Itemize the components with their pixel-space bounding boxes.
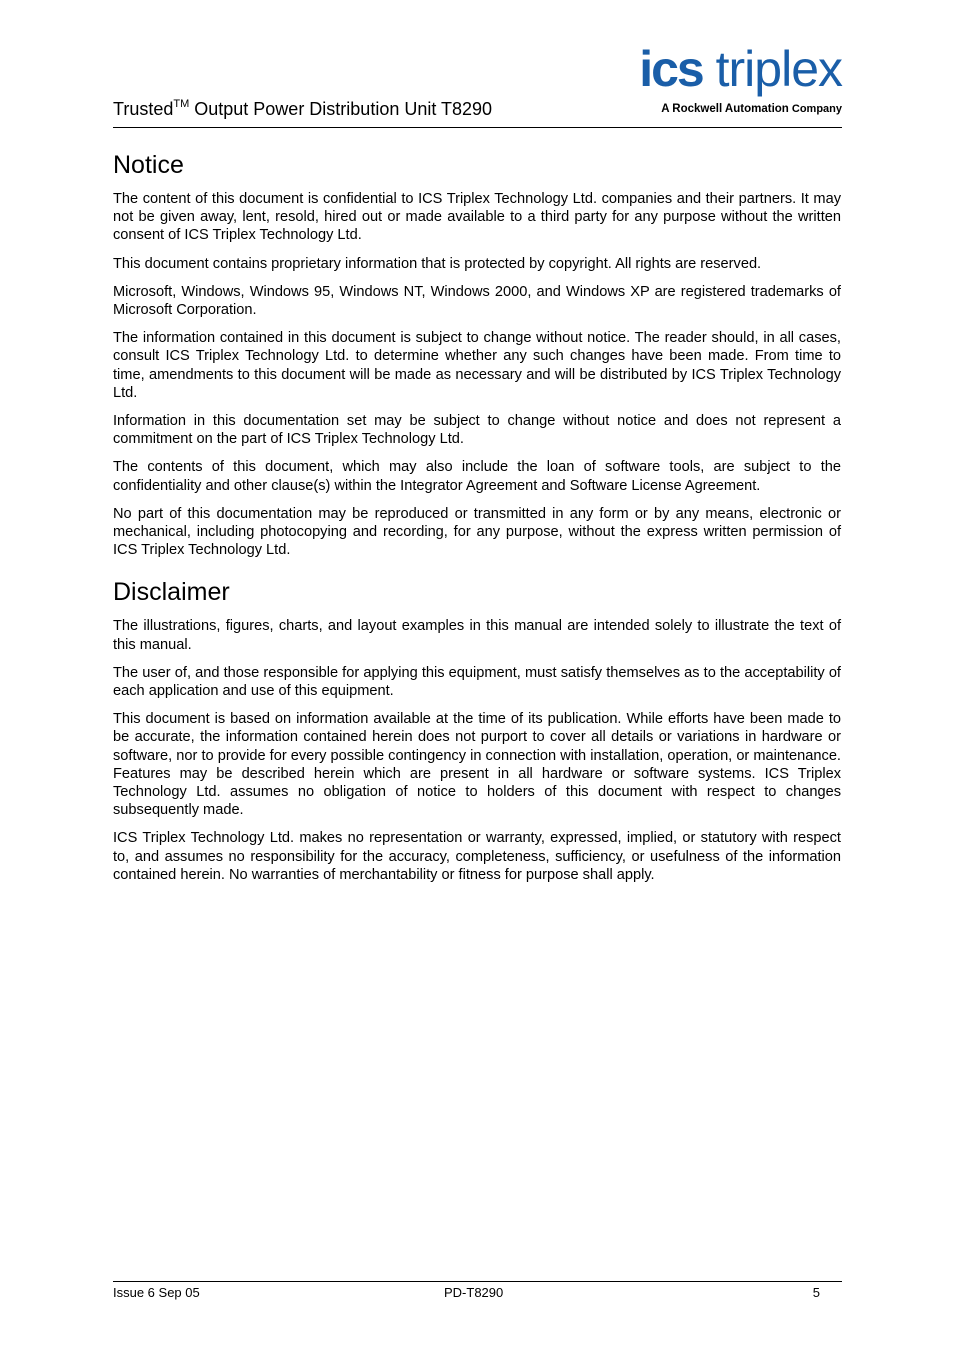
disclaimer-paragraph: The illustrations, figures, charts, and layout examples in this manual are intended solely to illustrate the text of this manual. [113,618,841,653]
page-footer [113,1281,842,1300]
notice-paragraph: Microsoft, Windows, Windows 95, Windows NT, Windows 2000, and Windows XP are registered trademarks of Microsoft Corporation. [113,283,841,319]
footer-page-number: 5 [812,1285,820,1300]
title-trusted: Trusted [113,99,174,119]
logo-tagline [661,103,842,115]
disclaimer-heading: Disclaimer [113,578,230,607]
logo-triplex: triplex [702,41,842,97]
company-logo [610,42,842,118]
notice-paragraph: No part of this documentation may be reproduced or transmitted in any form or by any means, electronic or mechanical, including photocopying and recording, for any purpose, without the express written permission of ICS Triplex Technology Ltd. [113,505,841,559]
notice-heading: Notice [113,151,184,179]
notice-paragraph: This document contains proprietary information that is protected by copyright. All rights are reserved. [113,255,762,272]
footer-issue: Issue 6 Sep 05 [113,1285,200,1300]
notice-paragraph: The content of this document is confidential to ICS Triplex Technology Ltd. companies and their partners. It may not be given away, lent, resold, hired out or made available to a third party for any purpose without the written consent of ICS Triplex Technology Ltd. [113,191,841,244]
page-body [113,148,841,894]
footer-doc-id: PD-T8290 [444,1285,504,1300]
logo-ics: ics [639,41,703,97]
trademark-superscript: TM [173,98,190,110]
disclaimer-paragraph: ICS Triplex Technology Ltd. makes no representation or warranty, expressed, implied, or statutory with respect to, and assumes no responsibility for the accuracy, completeness, sufficiency, or usefulness of the information contained herein. No warranties of merchantability or fitness for purpose shall apply. [113,830,841,883]
disclaimer-paragraph: The user of, and those responsible for applying this equipment, must satisfy themselves as to the acceptability of each application and use of this equipment. [113,664,841,700]
notice-paragraph: The contents of this document, which may also include the loan of software tools, are subject to the confidentiality and other clause(s) within the Integrator Agreement and Software License Agreement. [113,459,841,494]
page-header [113,40,842,128]
logo-wordmark [639,42,842,96]
logo-tagline-main: A Rockwell Automation [661,103,789,115]
disclaimer-paragraph: This document is based on information available at the time of its publication. While efforts have been made to be accurate, the information contained herein does not purport to cover all details or variations in hardware or software, nor to provide for every possible contingency in connection with installation, operation, or maintenance. Features may be described herein which are present in all hardware or software systems. ICS Triplex Technology Ltd. assumes no obligation of notice to holders of this document with respect to changes subsequently made. [113,711,841,819]
notice-paragraph: The information contained in this document is subject to change without notice. The reader should, in all cases, consult ICS Triplex Technology Ltd. to determine whether any such changes have been made. From time to time, amendments to this document will be made as necessary and will be distributed by ICS Triplex Technology Ltd. [113,330,841,401]
notice-paragraph: Information in this documentation set may be subject to change without notice and does not represent a commitment on the part of ICS Triplex Technology Ltd. [113,413,841,448]
logo-tagline-company: Company [788,103,842,115]
title-rest: Output Power Distribution Unit T8290 [189,99,493,119]
document-title [113,98,492,120]
